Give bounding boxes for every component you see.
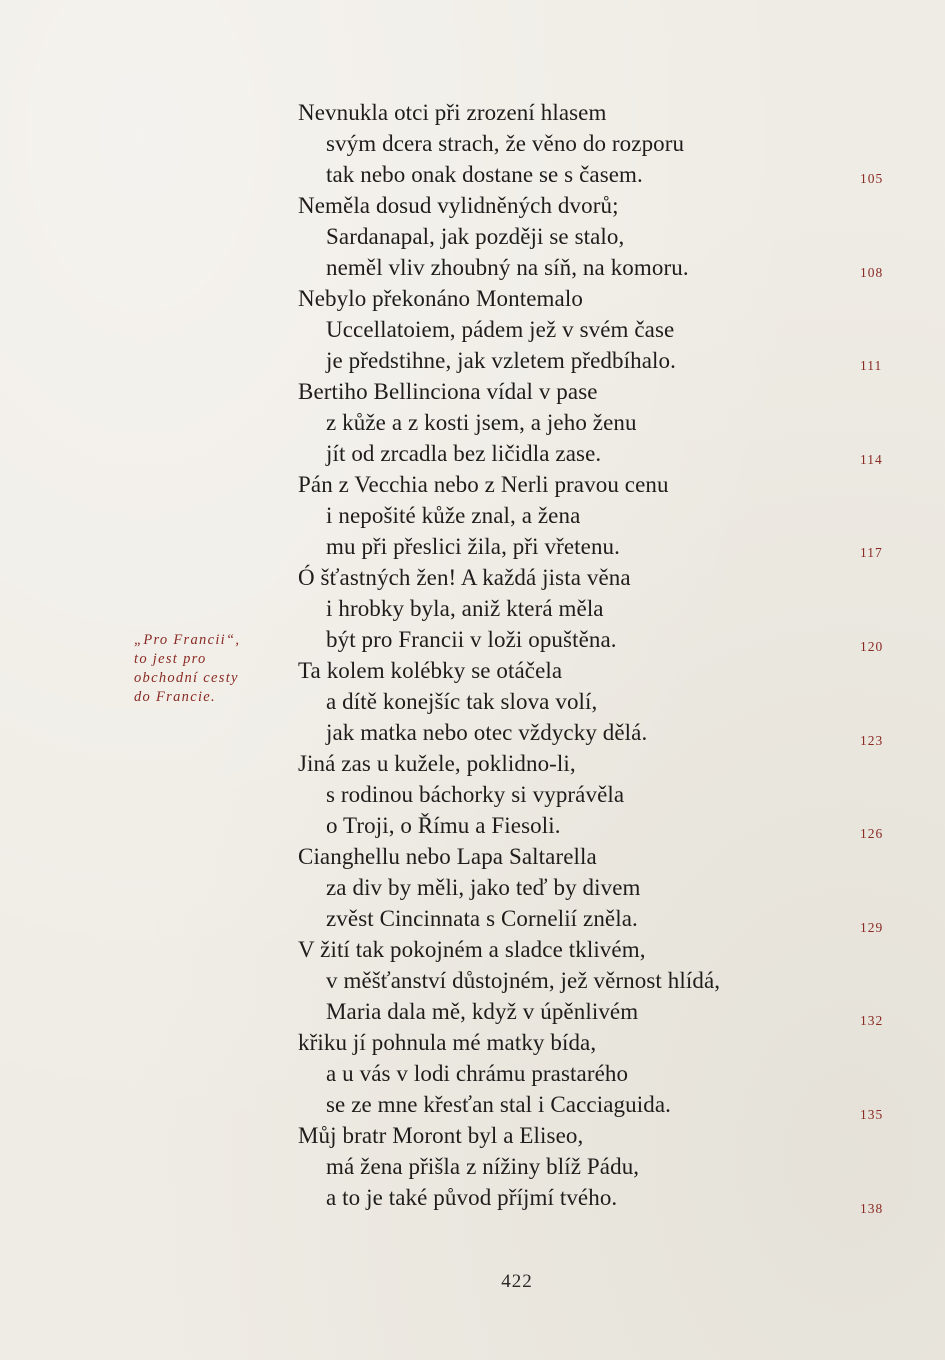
line-number: 105 [860, 171, 884, 186]
verse-line: Můj bratr Moront byl a Eliseo, [298, 1123, 584, 1148]
verse-line: Ta kolem kolébky se otáčela [298, 658, 563, 683]
verse-line: Nevnukla otci při zrození hlasem [298, 100, 607, 125]
line-number: 132 [860, 1013, 884, 1029]
verse-line: s rodinou báchorky si vyprávěla [326, 782, 625, 807]
verse-line: být pro Francii v loži opuštěna. [326, 627, 617, 652]
page-number: 422 [501, 1271, 533, 1292]
line-number: 108 [860, 264, 884, 280]
verse-line: o Troji, o Římu a Fiesoli. [326, 813, 561, 838]
verse-line: tak nebo onak dostane se s časem. [326, 162, 643, 187]
verse-line: V žití tak pokojném a sladce tklivém, [298, 937, 646, 962]
line-number: 120 [860, 639, 884, 654]
verse-line: má žena přišla z nížiny blíž Pádu, [326, 1154, 640, 1179]
margin-note-line: do Francie. [134, 689, 216, 705]
margin-note-line: obchodní cesty [134, 670, 239, 686]
line-number: 114 [860, 451, 883, 467]
verse-line: jak matka nebo otec vždycky dělá. [326, 720, 648, 745]
verse-line: jít od zrcadla bez ličidla zase. [326, 441, 602, 466]
line-number: 129 [860, 919, 884, 935]
verse-line: Maria dala mě, když v úpěnlivém [326, 999, 639, 1024]
margin-note-line: to jest pro [134, 651, 207, 667]
verse-line: mu při přeslici žila, při vřetenu. [326, 534, 620, 559]
line-number: 123 [860, 732, 884, 748]
verse-line: a dítě konejšíc tak slova volí, [326, 689, 598, 714]
verse-line: i nepošité kůže znal, a žena [326, 503, 581, 528]
line-number: 135 [860, 1107, 884, 1122]
verse-line: Cianghellu nebo Lapa Saltarella [298, 844, 597, 869]
verse-line: svým dcera strach, že věno do rozporu [326, 131, 685, 156]
verse-line: Neměla dosud vylidněných dvorů; [298, 193, 619, 218]
poem-verse-block [298, 97, 858, 1213]
verse-line: Nebylo překonáno Montemalo [298, 286, 583, 311]
verse-line: Pán z Vecchia nebo z Nerli pravou cenu [298, 472, 669, 497]
verse-line: z kůže a z kosti jsem, a jeho ženu [326, 410, 637, 435]
verse-line: a to je také původ příjmí tvého. [326, 1185, 618, 1210]
verse-line: i hrobky byla, aniž která měla [326, 596, 604, 621]
verse-line: zvěst Cincinnata s Cornelií zněla. [326, 906, 638, 931]
verse-line: neměl vliv zhoubný na síň, na komoru. [326, 255, 689, 280]
verse-line: křiku jí pohnula mé matky bída, [298, 1030, 597, 1055]
margin-note [134, 631, 284, 707]
verse-line: Ó šťastných žen! A každá jista věna [298, 565, 631, 590]
verse-line: a u vás v lodi chrámu prastarého [326, 1061, 629, 1086]
verse-line: Bertiho Bellinciona vídal v pase [298, 379, 598, 404]
margin-note-line: „Pro Francii“, [134, 632, 241, 648]
verse-line: je předstihne, jak vzletem předbíhalo. [326, 348, 676, 373]
verse-line: Uccellatoiem, pádem jež v svém čase [326, 317, 675, 342]
verse-line: v měšťanství důstojném, jež věrnost hlídá, [326, 968, 721, 993]
verse-line: Jiná zas u kužele, poklidno-li, [298, 751, 576, 776]
verse-line: Sardanapal, jak později se stalo, [326, 224, 625, 249]
line-number: 117 [860, 545, 883, 561]
line-number: 138 [860, 1200, 884, 1216]
verse-line: se ze mne křesťan stal i Cacciaguida. [326, 1092, 671, 1117]
verse-line: za div by měli, jako teď by divem [326, 875, 641, 900]
line-number: 111 [860, 358, 883, 374]
line-number: 126 [860, 826, 884, 842]
